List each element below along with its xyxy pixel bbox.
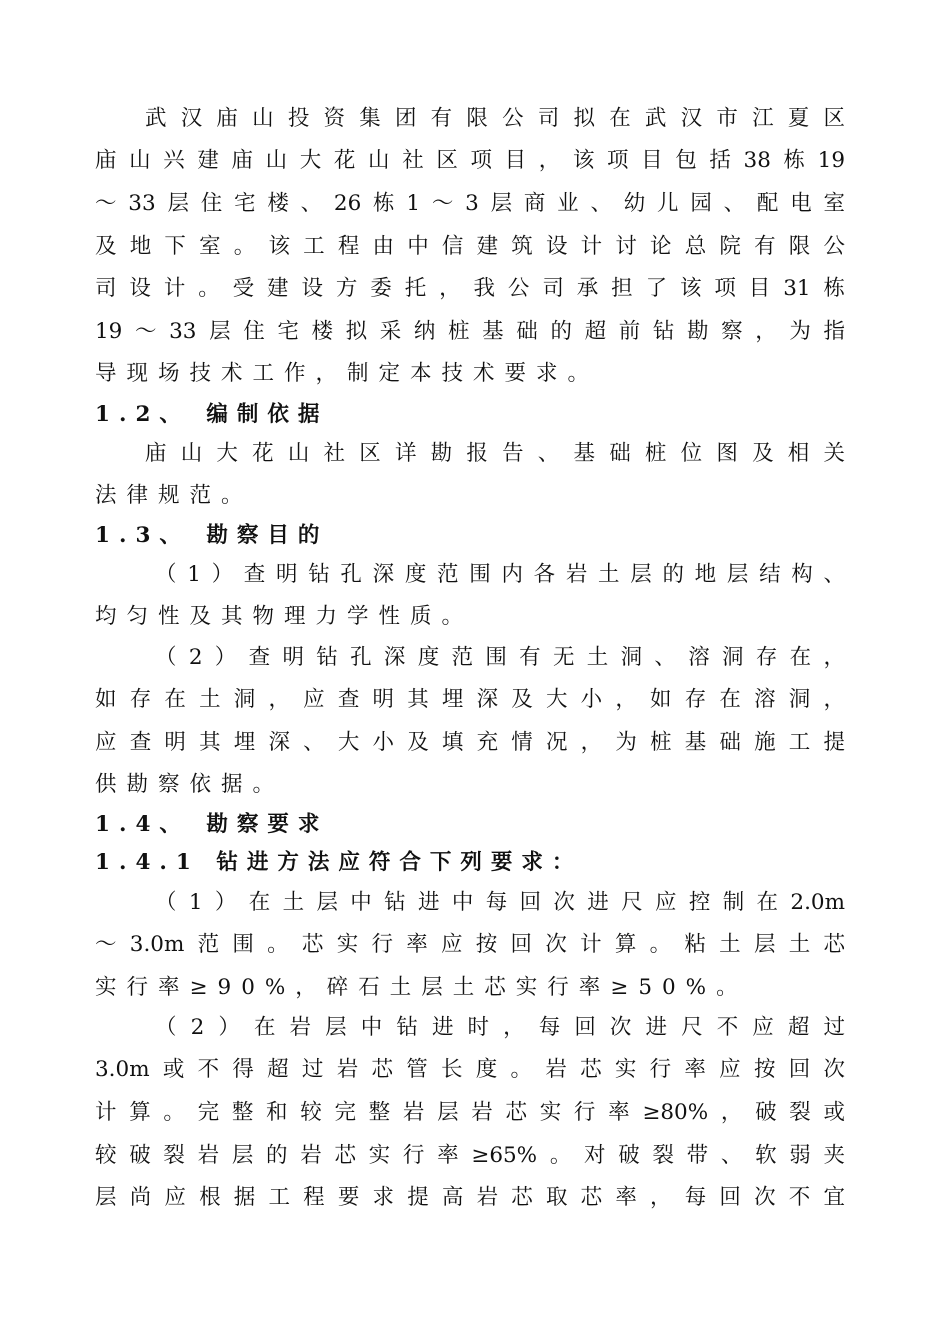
section-1-3-item2-line-1: （2）查明钻孔深度范围有无土洞、溶洞存在， bbox=[155, 645, 845, 670]
intro-line-1: 武汉庙山投资集团有限公司拟在武汉市江夏区 bbox=[145, 106, 845, 131]
intro-line-5: 司设计。受建设方委托，我公司承担了该项目31栋 bbox=[95, 276, 845, 301]
intro-line-4: 及地下室。该工程由中信建筑设计讨论总院有限公 bbox=[95, 234, 845, 259]
section-1-4-item2-line-4: 较破裂岩层的岩芯实行率≥65%。对破裂带、软弱夹 bbox=[95, 1143, 845, 1168]
section-1-3-heading: 1.3、 勘察目的 bbox=[95, 523, 329, 548]
section-1-2-heading: 1.2、 编制依据 bbox=[95, 402, 329, 427]
intro-line-2: 庙山兴建庙山大花山社区项目，该项目包括38栋19 bbox=[95, 148, 845, 173]
section-1-4-item2-line-5: 层尚应根据工程要求提高岩芯取芯率，每回次不宜 bbox=[95, 1185, 845, 1210]
section-1-4-1-subheading: 1.4.1 钻进方法应符合下列要求： bbox=[95, 850, 583, 875]
section-1-4-item1-line-1: （1）在土层中钻进中每回次进尺应控制在2.0m bbox=[155, 890, 845, 915]
intro-line-7: 导现场技术工作，制定本技术要求。 bbox=[95, 361, 600, 386]
section-1-4-item2-line-2: 3.0m或不得超过岩芯管长度。岩芯实行率应按回次 bbox=[95, 1057, 845, 1082]
section-1-2-line-2: 法律规范。 bbox=[95, 483, 253, 508]
section-1-4-item1-line-3: 实行率≥90%，碎石土层土芯实行率≥50%。 bbox=[95, 975, 748, 1000]
intro-line-3: ～33层住宅楼、26栋1～3层商业、幼儿园、配电室 bbox=[95, 191, 845, 216]
section-1-3-item2-line-2: 如存在土洞，应查明其埋深及大小，如存在溶洞， bbox=[95, 687, 845, 712]
section-1-3-item1-line-1: （1）查明钻孔深度范围内各岩土层的地层结构、 bbox=[155, 562, 845, 587]
section-1-4-item2-line-3: 计算。完整和较完整岩层岩芯实行率≥80%，破裂或 bbox=[95, 1100, 845, 1125]
section-1-3-item2-line-4: 供勘察依据。 bbox=[95, 772, 285, 797]
section-1-4-heading: 1.4、 勘察要求 bbox=[95, 812, 329, 837]
section-1-4-item2-line-1: （2）在岩层中钻进时，每回次进尺不应超过 bbox=[155, 1015, 845, 1040]
section-1-3-item1-line-2: 均匀性及其物理力学性质。 bbox=[95, 604, 474, 629]
section-1-3-item2-line-3: 应查明其埋深、大小及填充情况，为桩基础施工提 bbox=[95, 730, 845, 755]
section-1-4-item1-line-2: ～3.0m范围。芯实行率应按回次计算。粘土层土芯 bbox=[95, 932, 845, 957]
section-1-2-line-1: 庙山大花山社区详勘报告、基础桩位图及相关 bbox=[145, 441, 845, 466]
intro-line-6: 19～33层住宅楼拟采纳桩基础的超前钻勘察，为指 bbox=[95, 319, 845, 344]
